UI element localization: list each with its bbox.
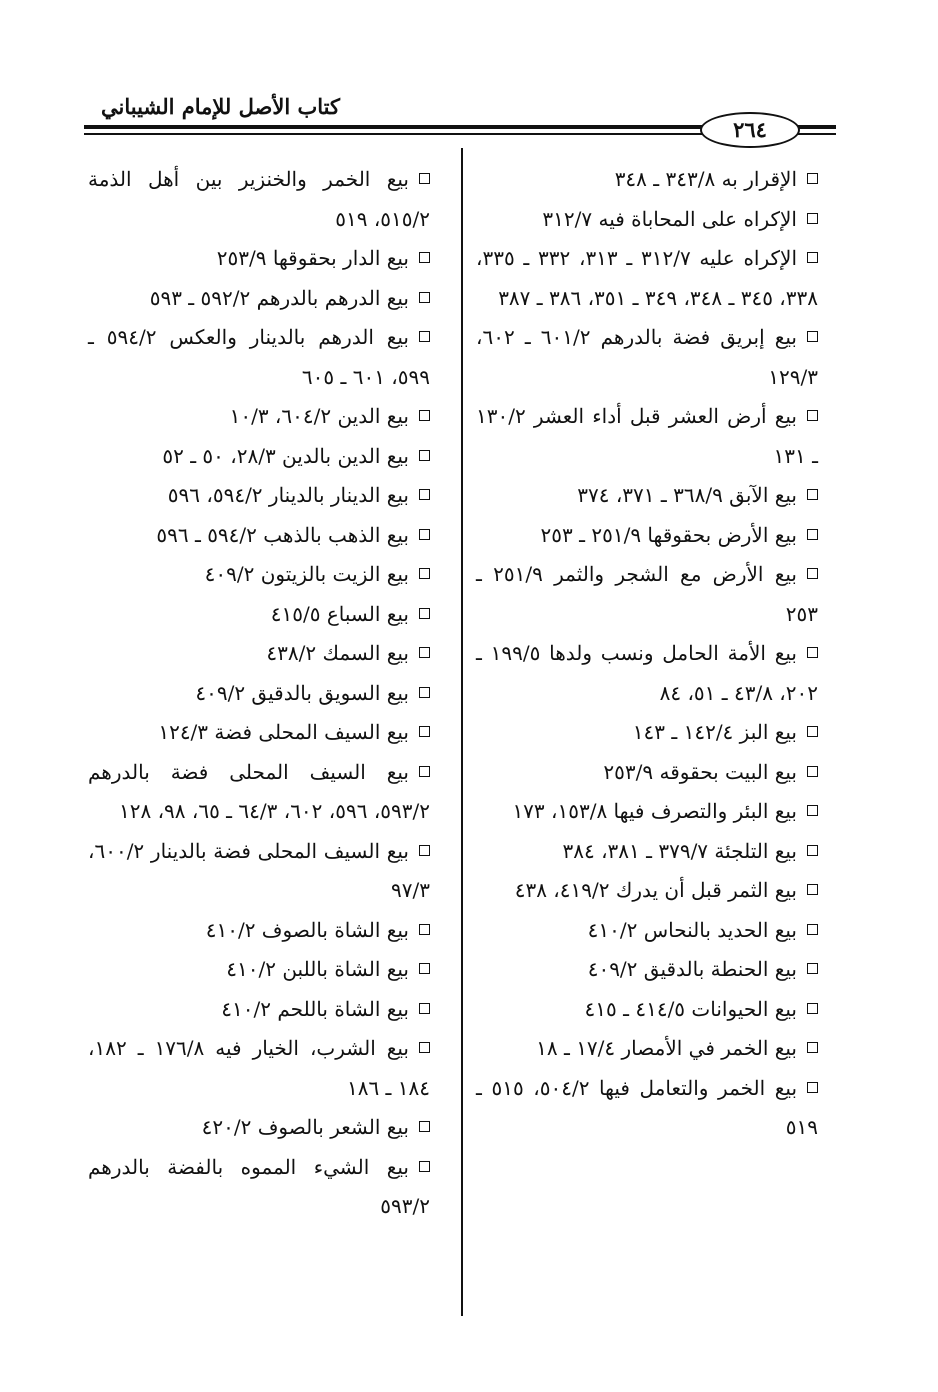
- index-entry: [88, 713, 430, 753]
- index-entry: [476, 832, 818, 872]
- index-entry: [88, 950, 430, 990]
- index-entry: [476, 239, 818, 318]
- index-entry: [476, 634, 818, 713]
- index-entry: [88, 674, 430, 714]
- index-entry: [88, 318, 430, 397]
- index-entry: [476, 160, 818, 200]
- index-entry-text: بيع السيف المحلى فضة بالدرهم ٥٩٣/٢، ٥٩٦، ٦٠٢، ٦٤/٣ ـ ٦٥، ٩٨، ١٢٨: [88, 759, 430, 823]
- bullet-square-icon: [807, 726, 818, 737]
- index-entry-text: بيع السباع ٤١٥/٥: [270, 601, 409, 626]
- bullet-square-icon: [419, 963, 430, 974]
- column-divider: [461, 148, 463, 1316]
- bullet-square-icon: [807, 1082, 818, 1093]
- index-entry: [476, 555, 818, 634]
- index-entry: [88, 516, 430, 556]
- bullet-square-icon: [419, 331, 430, 342]
- index-entry: [476, 713, 818, 753]
- index-entry: [88, 595, 430, 635]
- index-entry: [476, 990, 818, 1030]
- index-entry-text: بيع السمك ٤٣٨/٢: [266, 641, 409, 665]
- index-entry: [476, 516, 818, 556]
- bullet-square-icon: [419, 608, 430, 619]
- index-entry: [476, 792, 818, 832]
- bullet-square-icon: [419, 924, 430, 935]
- index-entry-text: بيع الأرض مع الشجر والثمر ٢٥١/٩ ـ ٢٥٣: [476, 562, 818, 626]
- index-entry-text: بيع الآبق ٣٦٨/٩ ـ ٣٧١، ٣٧٤: [577, 483, 797, 507]
- bullet-square-icon: [807, 331, 818, 342]
- bullet-square-icon: [419, 252, 430, 263]
- index-entry-text: بيع الشاة بالصوف ٤١٠/٢: [205, 917, 409, 942]
- index-entry-text: الإكراه عليه ٣١٢/٧ ـ ٣١٣، ٣٣٢ ـ ٣٣٥، ٣٣٨، ٣٤٥ ـ ٣٤٨، ٣٤٩ ـ ٣٥١، ٣٨٦ ـ ٣٨٧: [476, 246, 818, 310]
- bullet-square-icon: [419, 529, 430, 540]
- index-entry-text: بيع السويق بالدقيق ٤٠٩/٢: [195, 680, 409, 705]
- index-entry-text: بيع البز ١٤٢/٤ ـ ١٤٣: [632, 720, 797, 744]
- bullet-square-icon: [807, 1003, 818, 1014]
- index-column-right: [476, 160, 818, 1148]
- bullet-square-icon: [807, 805, 818, 816]
- bullet-square-icon: [419, 489, 430, 500]
- index-entry: [476, 318, 818, 397]
- bullet-square-icon: [807, 924, 818, 935]
- index-entry-text: بيع الدرهم بالدينار والعكس ٥٩٤/٢ ـ ٥٩٩، ٦٠١ ـ ٦٠٥: [88, 325, 430, 389]
- index-entry-text: بيع الدينار بالدينار ٥٩٤/٢، ٥٩٦: [167, 483, 409, 507]
- bullet-square-icon: [807, 252, 818, 263]
- index-entry-text: بيع البئر والتصرف فيها ١٥٣/٨، ١٧٣: [512, 799, 797, 823]
- index-entry: [88, 832, 430, 911]
- index-entry: [476, 950, 818, 990]
- index-entry: [476, 871, 818, 911]
- bullet-square-icon: [807, 173, 818, 184]
- bullet-square-icon: [419, 568, 430, 579]
- index-entry-text: بيع البيت بحقوقه ٢٥٣/٩: [603, 759, 797, 784]
- index-entry: [88, 1108, 430, 1148]
- index-entry-text: بيع الزيت بالزيتون ٤٠٩/٢: [204, 562, 409, 586]
- index-entry-text: بيع الشرب، الخيار فيه ١٧٦/٨ ـ ١٨٢، ١٨٤ ـ ١٨٦: [88, 1036, 430, 1100]
- index-entry-text: بيع الحنطة بالدقيق ٤٠٩/٢: [587, 957, 797, 981]
- index-entry-text: بيع الدين بالدين ٢٨/٣، ٥٠ ـ ٥٢: [162, 443, 409, 468]
- index-column-left: [88, 160, 430, 1227]
- bullet-square-icon: [807, 963, 818, 974]
- index-entry: [88, 555, 430, 595]
- index-entry-text: بيع الشاة باللحم ٤١٠/٢: [221, 996, 409, 1021]
- bullet-square-icon: [807, 213, 818, 224]
- index-entry-text: بيع إبريق فضة بالدرهم ٦٠١/٢ ـ ٦٠٢، ١٢٩/٣: [476, 325, 818, 389]
- index-entry-text: بيع الذهب بالذهب ٥٩٤/٢ ـ ٥٩٦: [156, 522, 409, 547]
- bullet-square-icon: [419, 450, 430, 461]
- index-entry-text: بيع الخمر والخنزير بين أهل الذمة ٥١٥/٢، ٥١٩: [88, 167, 430, 231]
- index-entry: [88, 279, 430, 319]
- index-entry: [88, 437, 430, 477]
- index-entry-text: بيع السيف المحلى فضة بالدينار ٦٠٠/٢، ٩٧/٣: [88, 838, 430, 902]
- bullet-square-icon: [807, 529, 818, 540]
- index-entry: [88, 239, 430, 279]
- index-entry-text: بيع الخمر والتعامل فيها ٥٠٤/٢، ٥١٥ ـ ٥١٩: [476, 1075, 818, 1139]
- bullet-square-icon: [807, 568, 818, 579]
- bullet-square-icon: [807, 410, 818, 421]
- index-entry-text: بيع الدار بحقوقها ٢٥٣/٩: [216, 246, 409, 270]
- index-entry: [476, 753, 818, 793]
- bullet-square-icon: [419, 687, 430, 698]
- bullet-square-icon: [807, 489, 818, 500]
- bullet-square-icon: [807, 884, 818, 895]
- bullet-square-icon: [807, 845, 818, 856]
- index-entry: [88, 397, 430, 437]
- index-entry-text: بيع الدرهم بالدرهم ٥٩٢/٢ ـ ٥٩٣: [149, 285, 409, 310]
- running-header-title: كتاب الأصل للإمام الشيباني: [101, 94, 340, 119]
- index-entry-text: بيع الأرض بحقوقها ٢٥١/٩ ـ ٢٥٣: [540, 522, 797, 547]
- index-entry-text: بيع الشاة باللبن ٤١٠/٢: [226, 957, 409, 981]
- index-entry-text: بيع الحديد بالنحاس ٤١٠/٢: [587, 917, 797, 942]
- index-entry: [476, 200, 818, 240]
- index-entry: [88, 990, 430, 1030]
- bullet-square-icon: [807, 766, 818, 777]
- index-entry: [88, 476, 430, 516]
- bullet-square-icon: [807, 647, 818, 658]
- index-entry: [476, 911, 818, 951]
- index-entry: [88, 1148, 430, 1227]
- index-entry-text: بيع الشعر بالصوف ٤٢٠/٢: [201, 1115, 409, 1139]
- bullet-square-icon: [419, 1003, 430, 1014]
- page-number: ٢٦٤: [700, 112, 800, 148]
- index-entry: [88, 1029, 430, 1108]
- bullet-square-icon: [419, 292, 430, 303]
- index-entry-text: بيع الحيوانات ٤١٤/٥ ـ ٤١٥: [584, 996, 797, 1021]
- index-entry-text: بيع الأمة الحامل ونسب ولدها ١٩٩/٥ ـ ٢٠٢، ٤٣/٨ ـ ٥١، ٨٤: [476, 641, 818, 705]
- index-entry: [476, 1029, 818, 1069]
- bullet-square-icon: [419, 410, 430, 421]
- index-entry-text: بيع الدين ٦٠٤/٢، ١٠/٣: [229, 404, 409, 428]
- index-entry-text: الإقرار به ٣٤٣/٨ ـ ٣٤٨: [614, 167, 797, 191]
- bullet-square-icon: [419, 647, 430, 658]
- index-entry: [476, 1069, 818, 1148]
- index-entry: [476, 476, 818, 516]
- bullet-square-icon: [419, 173, 430, 184]
- index-entry: [88, 160, 430, 239]
- index-entry-text: بيع الخمر في الأمصار ١٧/٤ ـ ١٨: [536, 1036, 797, 1060]
- index-entry-text: الإكراه على المحاباة فيه ٣١٢/٧: [542, 206, 797, 231]
- index-entry: [88, 753, 430, 832]
- bullet-square-icon: [419, 845, 430, 856]
- bullet-square-icon: [419, 726, 430, 737]
- index-entry-text: بيع أرض العشر قبل أداء العشر ١٣٠/٢ ـ ١٣١: [476, 404, 818, 468]
- bullet-square-icon: [807, 1042, 818, 1053]
- index-entry: [476, 397, 818, 476]
- index-entry-text: بيع الشيء المموه بالفضة بالدرهم ٥٩٣/٢: [88, 1154, 430, 1218]
- bullet-square-icon: [419, 1121, 430, 1132]
- index-entry: [88, 911, 430, 951]
- bullet-square-icon: [419, 1042, 430, 1053]
- bullet-square-icon: [419, 1161, 430, 1172]
- index-entry-text: بيع السيف المحلى فضة ١٢٤/٣: [158, 720, 409, 744]
- index-entry-text: بيع الثمر قبل أن يدرك ٤١٩/٢، ٤٣٨: [514, 878, 797, 902]
- index-entry-text: بيع التلجئة ٣٧٩/٧ ـ ٣٨١، ٣٨٤: [562, 838, 797, 863]
- bullet-square-icon: [419, 766, 430, 777]
- index-entry: [88, 634, 430, 674]
